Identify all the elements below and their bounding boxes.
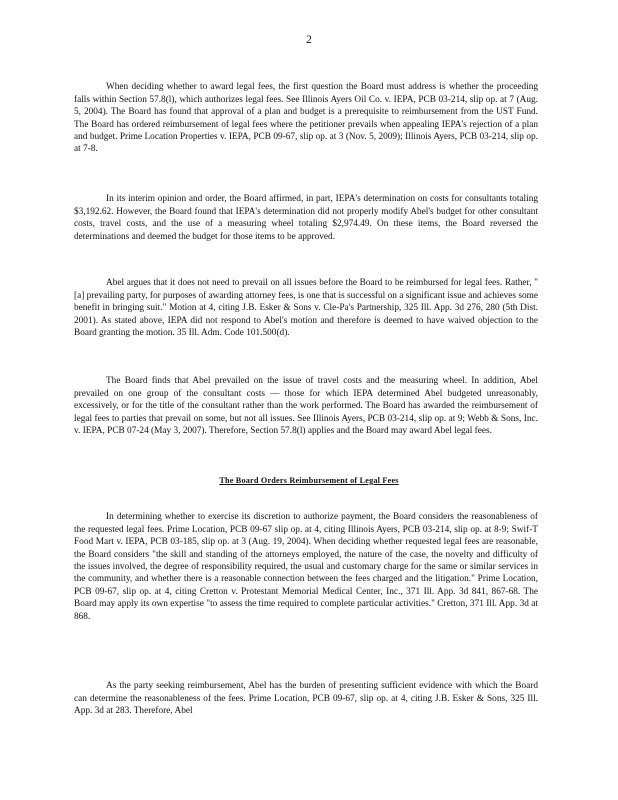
paragraph-board-finds xyxy=(74,375,538,437)
paragraph-burden xyxy=(74,680,538,717)
paragraph-reasonableness xyxy=(74,511,538,623)
paragraph-text: When deciding whether to award legal fees, the first question the Board must address is whether the proceeding falls within Section 57.8(l), which authorizes legal fees. See Illinois Ayers Oil Co. v. IEPA, PCB 03-214, slip op. at 7 (Aug. 5, 2004). The Board has found that approval of a plan and budget is a prerequisite to reimbursement from the UST Fund. The Board has ordered reimbursement of legal fees where the petitioner prevails when appealing IEPA's rejection of a plan and budget. Prime Location Properties v. IEPA, PCB 09-67, slip op. at 3 (Nov. 5, 2009); Illinois Ayers, PCB 03-214, slip op. at 7-8. xyxy=(74,82,538,155)
paragraph-text: As the party seeking reimbursement, Abel has the burden of presenting sufficient evidence with which the Board can determine the reasonableness of the fees. Prime Location, PCB 09-67, slip op. at 4, citing J.B. Esker & Sons, 325 Ill. App. 3d at 283. Therefore, Abel xyxy=(74,681,538,717)
section-heading xyxy=(0,476,618,485)
paragraph-text: In determining whether to exercise its discretion to authorize payment, the Board considers the reasonableness of the requested legal fees. Prime Location, PCB 09-67 slip op. at 4, citing Illinois Ayers, PCB 03-214, slip op. at 8-9; Swif-T Food Mart v. IEPA, PCB 03-185, slip op. at 3 (Aug. 19, 2004). When deciding whether requested legal fees are reasonable, the Board considers "the skill and standing of the attorneys employed, the nature of the case, the novelty and difficulty of the issues involved, the degree of responsibility required, the usual and customary charge for the same or similar services in the community, and whether there is a reasonable connection between the fees charged and the litigation." Prime Location, PCB 09-67, slip op. at 4, citing Cretton v. Protestant Memorial Medical Center, Inc., 371 Ill. App. 3d 841, 867-68. The Board may apply its own expertise "to assess the time required to complete particular activities." Cretton, 371 Ill. App. 3d at 868. xyxy=(74,512,538,622)
paragraph-abel-argues xyxy=(74,277,538,339)
page-number: 2 xyxy=(306,34,312,46)
section-heading-text: The Board Orders Reimbursement of Legal Fees xyxy=(219,476,399,485)
paragraph-text: Abel argues that it does not need to prevail on all issues before the Board to be reimbursed for legal fees. Rather, "[a] prevailing party, for purposes of awarding attorney fees, is one that is successful on a significant issue and achieves some benefit in bringing suit." Motion at 4, citing J.B. Esker & Sons v. Cle-Pa's Partnership, 325 Ill. App. 3d 276, 280 (5th Dist. 2001). As stated above, IEPA did not respond to Abel's motion and therefore is deemed to have waived objection to the Board granting the motion. 35 Ill. Adm. Code 101.500(d). xyxy=(74,278,538,338)
paragraph-interim-order xyxy=(74,193,538,243)
paragraph-text: The Board finds that Abel prevailed on the issue of travel costs and the measuring wheel. In addition, Abel prevailed on one group of the consultant costs — those for which IEPA determined Abel budgeted unreasonably, excessively, or for the title of the consultant rather than the work performed. The Board has awarded the reimbursement of legal fees to parties that prevail on some, but not all issues. See Illinois Ayers, PCB 03-214, slip op. at 9; Webb & Sons, Inc. v. IEPA, PCB 07-24 (May 3, 2007). Therefore, Section 57.8(l) applies and the Board may award Abel legal fees. xyxy=(74,376,538,436)
paragraph-text: In its interim opinion and order, the Board affirmed, in part, IEPA's determination on costs for consultants totaling $3,192.62. However, the Board found that IEPA's determination did not properly modify Abel's budget for other consultant costs, travel costs, and the use of a measuring wheel totaling $2,974.49. On these items, the Board reversed the determinations and deemed the budget for those items to be approved. xyxy=(74,194,538,242)
paragraph-fee-question xyxy=(74,81,538,155)
